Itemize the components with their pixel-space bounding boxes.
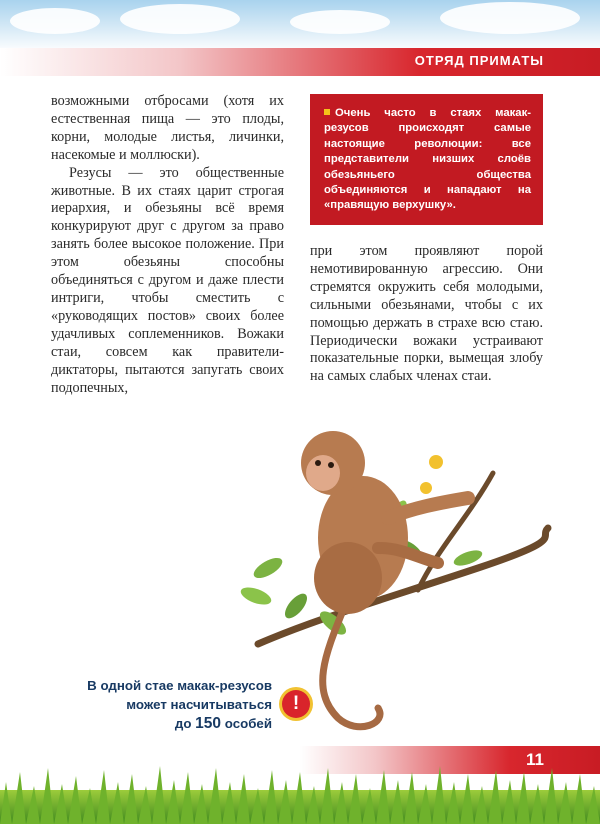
page-number: 11 (526, 750, 544, 769)
fact-number: 150 (195, 715, 222, 732)
cloud (290, 10, 390, 34)
right-text-column (310, 243, 543, 386)
paragraph: при этом проявляют порой немотивированную агрессию. Они стремятся окружить себя молодыми, сильными обезьянами, чтобы с их помощью держать в страхе всю стаю. Периодически вожаки устраивают показательные порки, вымещая злобу на самых слабых членах стаи. (310, 243, 543, 385)
fact-callout (32, 676, 272, 733)
paragraph: возможными отбросами (хотя их естественная пища — это плоды, корни, молодые листья, личинки, насекомые и моллюски). (51, 93, 284, 163)
fact-line (32, 714, 272, 733)
section-title: ОТРЯД ПРИМАТЫ (414, 53, 544, 68)
highlight-text: Очень часто в стаях макак-резусов происходят самые настоящие революции: все представители низших слоёв обезьяньего общества объединяются и нападают на «правящую верхушку». (324, 107, 531, 212)
highlight-box (310, 94, 543, 225)
bullet-icon (324, 109, 330, 115)
paragraph: Резусы — это общественные животные. В их стаях царит строгая иерархия, и обезьяны всё время конкурируют друг с другом за право занять более высокое положение. При этом обезьяны способны объединяться с другом и даже плести интриги, чтобы сместить с «руководящих постов» своих более удачливых соплеменников. Вожаки стаи, совсем как правители-диктаторы, пытаются запугать своих подопечных, (51, 164, 284, 396)
fact-line: может насчитываться (126, 697, 272, 712)
left-text-column (51, 93, 284, 397)
exclamation-icon: ! (282, 690, 310, 718)
cloud (10, 8, 100, 34)
fact-text: особей (224, 716, 272, 731)
grass-decoration (0, 762, 600, 824)
cloud (440, 2, 580, 34)
cloud (120, 4, 240, 34)
fact-line: В одной стае макак-резусов (87, 678, 272, 693)
sky-background (0, 0, 600, 52)
fact-text: до (174, 716, 192, 731)
monkey-illustration (238, 418, 558, 738)
